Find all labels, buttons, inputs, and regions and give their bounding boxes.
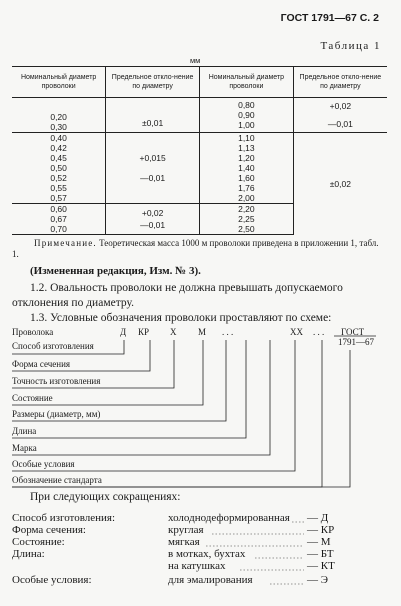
scheme-label: Форма сечения <box>12 359 71 369</box>
abbr-value: холоднодеформированная <box>168 512 290 524</box>
abbr-value: для эмалирования <box>168 574 253 586</box>
scheme-dots: . . . <box>222 327 234 337</box>
table-cell: 1,13 <box>238 143 255 153</box>
table-cell: 2,00 <box>238 193 255 203</box>
table-cell: 0,55 <box>50 183 67 193</box>
table-cell: 0,42 <box>50 143 67 153</box>
table-cell: ±0,01 <box>142 118 164 128</box>
scheme-start: Проволока <box>12 327 54 337</box>
table-cell: 1,20 <box>238 153 255 163</box>
table-cell: 0,45 <box>50 153 67 163</box>
abbr-value: мягкая <box>168 536 200 548</box>
table-cell: 0,30 <box>50 122 67 132</box>
table-cell: 1,40 <box>238 163 255 173</box>
scheme-code: КР <box>138 327 150 337</box>
abbr-value: на катушках <box>168 560 226 572</box>
scheme-label: Особые условия <box>12 459 75 469</box>
table-cell: 0,67 <box>50 214 67 224</box>
table-cell: 0,60 <box>50 204 67 214</box>
table-cell: 0,57 <box>50 193 67 203</box>
table-header: Предельное откло-нение по диаметру <box>106 67 200 98</box>
abbr-label: Особые условия: <box>12 574 92 586</box>
table-header: Номинальный диаметр проволоки <box>200 67 294 98</box>
table-cell: 1,60 <box>238 173 255 183</box>
scheme-label: Длина <box>12 426 37 436</box>
table-header: Номинальный диаметр проволоки <box>12 67 106 98</box>
paragraph-1-3: 1.3. Условные обозначения проволоки проставляют по схеме: <box>30 312 332 324</box>
revision-note: (Измененная редакция, Изм. № 3). <box>30 265 201 277</box>
scheme-label: Состояние <box>12 393 53 403</box>
abbr-code: — Д <box>307 512 329 524</box>
abbr-label: Состояние: <box>12 536 65 548</box>
table-cell: +0,02 <box>141 208 164 218</box>
table-cell: 0,50 <box>50 163 67 173</box>
table-cell: 0,90 <box>238 110 255 120</box>
scheme-label: Способ изготовления <box>12 341 94 351</box>
table-cell: +0,02 <box>329 101 352 111</box>
scheme-label: Обозначение стандарта <box>12 475 102 485</box>
scheme-code: 1791—67 <box>338 337 374 347</box>
table-cell: 1,00 <box>238 120 255 130</box>
table-cell: 2,20 <box>238 204 255 214</box>
abbr-code: — Э <box>307 574 329 586</box>
note-label: Примечание. <box>34 238 97 248</box>
table-cell: —0,01 <box>140 173 166 183</box>
abbr-lead: При следующих сокращениях: <box>30 491 181 503</box>
abbr-code: — КР <box>307 524 335 536</box>
table-title: Таблица 1 <box>320 40 381 52</box>
table-unit: мм <box>190 56 201 65</box>
abbr-code: — БТ <box>307 548 334 560</box>
table-cell: 0,40 <box>50 133 67 143</box>
table-cell: 1,76 <box>238 183 255 193</box>
scheme-code: ГОСТ <box>341 327 365 337</box>
table-cell: 2,50 <box>238 224 255 234</box>
table-cell: 0,80 <box>238 100 255 110</box>
abbr-value: в мотках, бухтах <box>168 548 246 560</box>
table-cell: ±0,02 <box>329 178 351 189</box>
table-cell: 0,52 <box>50 173 67 183</box>
table-cell: 0,20 <box>50 112 67 122</box>
abbr-label: Способ изготовления: <box>12 512 116 524</box>
table-cell: —0,01 <box>327 119 353 129</box>
table-cell: 2,25 <box>238 214 255 224</box>
note-text: Теоретическая масса 1000 м проволоки приведена в приложении 1, табл. 1. <box>12 238 379 259</box>
table-cell: +0,015 <box>139 153 166 163</box>
table-cell: —0,01 <box>140 220 166 230</box>
table-header: Предельное откло-нение по диаметру <box>293 67 387 98</box>
abbr-code: — М <box>307 536 331 548</box>
abbr-label: Форма сечения: <box>12 524 86 536</box>
abbr-label: Длина: <box>12 548 45 560</box>
abbr-code: — КТ <box>307 560 335 572</box>
table-cell: 1,10 <box>238 133 255 143</box>
paragraph-1-2: 1.2. Овальность проволоки не должна превышать допускаемого отклонения по диаметру. <box>12 282 343 309</box>
scheme-code: XX <box>290 327 303 337</box>
page-header: ГОСТ 1791—67 С. 2 <box>280 12 379 24</box>
table-cell: 0,70 <box>50 224 67 234</box>
scheme-label: Точность изготовления <box>12 376 101 386</box>
scheme-code: М <box>198 327 207 337</box>
scheme-dots: . . . <box>313 327 325 337</box>
scheme-label: Размеры (диаметр, мм) <box>12 409 101 419</box>
abbr-value: круглая <box>168 524 204 536</box>
scheme-label: Марка <box>12 443 37 453</box>
scheme-code: Х <box>170 327 177 337</box>
scheme-code: Д <box>120 327 127 337</box>
